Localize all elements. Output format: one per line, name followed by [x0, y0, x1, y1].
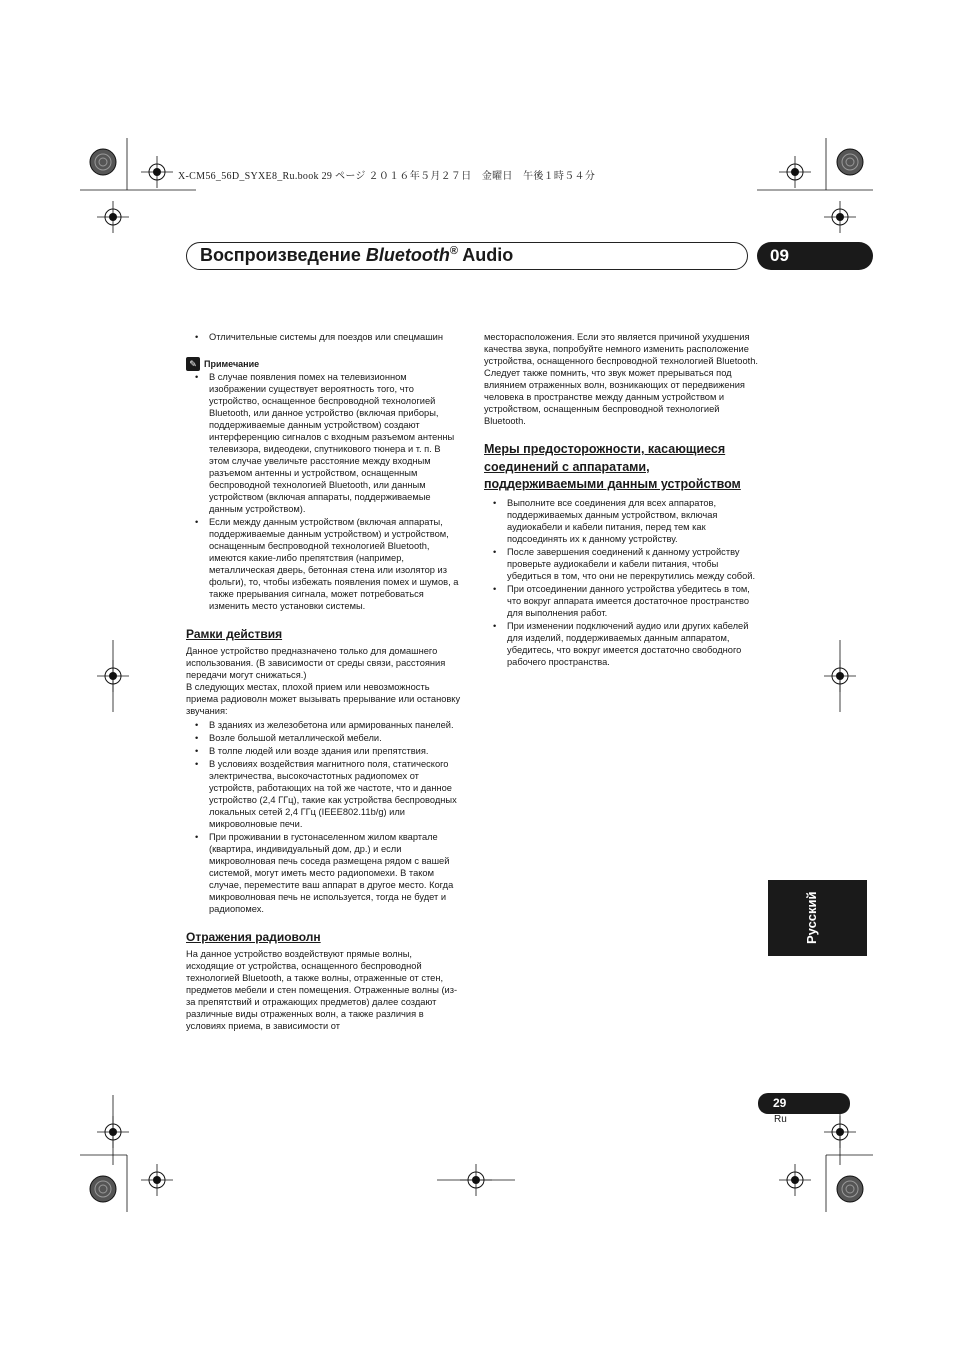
registration-crosshair-icon	[824, 660, 856, 692]
section-heading-precautions: Меры предосторожности, касающиеся соединений с аппаратами, поддерживаемыми данным устройством	[484, 442, 741, 491]
list-item: • При проживании в густонаселенном жилом квартале (квартира, индивидуальный дом, др.) и если микроволновая печь соседа размещена рядом с вашей системой, могут иметь место радиопомехи. В таком случае, переместите ваш аппарат в другое место. Когда микроволновая печь не используется, тогда не будет и радиопомех.	[186, 831, 462, 915]
registration-crosshair-icon	[779, 156, 811, 188]
note-label: Примечание	[204, 359, 260, 369]
chapter-number: 09	[757, 242, 873, 270]
list-item: • В зданиях из железобетона или армированных панелей.	[186, 719, 462, 731]
section-heading-reflections: Отражения радиоволн	[186, 930, 321, 944]
registered-mark: ®	[449, 245, 458, 257]
registration-crosshair-icon	[141, 156, 173, 188]
section-heading-range: Рамки действия	[186, 627, 283, 641]
list-item: • В толпе людей или возде здания или препятствия.	[186, 745, 462, 757]
language-label: Русский	[804, 891, 819, 945]
left-column	[186, 331, 462, 1032]
paragraph: На данное устройство воздействуют прямые волны, исходящие от устройства, оснащенного беспроводной технологией Bluetooth, а также волны, отраженные от стен, предметов мебели и стен помещения. Отраженные волны (из-за препятствий и отражающих предметов) далее создают различные виды отраженных волн, а также различия в условиях приема, в зависимости от	[186, 949, 458, 1031]
paragraph: Данное устройство предназначено только для домашнего использования. (В зависимости от среды связи, расстояния передачи могут снижаться.)	[186, 646, 446, 680]
right-column	[484, 331, 759, 669]
print-file-info: X-CM56_56D_SYXE8_Ru.book 29 ページ ２０１６年５月２７日 金曜日 午後１時５４分	[178, 171, 596, 182]
page-language: Ru	[774, 1114, 787, 1125]
registration-crosshair-icon	[779, 1164, 811, 1196]
chapter-title-box	[186, 242, 748, 270]
page-number: 29	[758, 1093, 850, 1114]
list-item: • Выполните все соединения для всех аппаратов, поддерживаемых данным устройством, включая аудиокабели и кабели питания, перед тем как подсоединять их к данному устройству.	[484, 497, 759, 545]
note-list	[186, 371, 462, 612]
note-heading	[186, 357, 462, 371]
registration-crosshair-icon	[97, 201, 129, 233]
registration-crosshair-icon	[824, 1116, 856, 1148]
list-item: • После завершения соединений к данному устройству проверьте аудиокабели и кабели питания, чтобы убедиться в том, что они не перекрутились между собой.	[484, 546, 759, 582]
halftone-target-icon	[90, 1176, 116, 1202]
chapter-title	[200, 245, 513, 266]
registration-crosshair-icon	[141, 1164, 173, 1196]
list-item: • При изменении подключений аудио или других кабелей для изделий, поддерживаемых данным аппаратом, убедитесь, что вокруг имеется достаточно свободного рабочего пространства.	[484, 620, 759, 668]
halftone-target-icon	[90, 149, 116, 175]
registration-crosshair-icon	[97, 1116, 129, 1148]
note-pencil-icon: ✎	[186, 357, 200, 371]
title-suffix: Audio	[457, 245, 514, 265]
list-item: • В случае появления помех на телевизионном изображении существует вероятность того, что устройство, оснащенное беспроводной технологией Bluetooth, или данное устройство (включая приборы, поддерживаемые данным устройством) создают интерференцию сигналов с входным разъемом антенны телевизора, видеодеки, спутникового тюнера и т. п. В этом случае увеличьте расстояние между входным разъемом антенны и устройством, оснащенным беспроводной технологией Bluetooth, или данным устройством (включая аппараты, поддерживаемые данным устройством).	[186, 371, 462, 515]
paragraph: месторасположения. Если это является причиной ухудшения качества звука, попробуйте немного изменить расположение устройства, оснащенного беспроводной технологией Bluetooth. Следует также помнить, что звук может прерываться под влиянием отраженных волн, возникающих от передвижения человека в пространстве между данным устройством и устройством, оснащенным беспроводной технологией Bluetooth.	[484, 332, 758, 426]
title-brand: Bluetooth	[365, 245, 450, 265]
list-item: • Если между данным устройством (включая аппараты, поддерживаемые данным устройством) и устройством, оснащенным беспроводной технологией Bluetooth, имеются какие-либо препятствия (например, металлическая дверь, бетонная стена или изолятор из фольги), то, чтобы избежать появления помех и шумов, а также прерывания сигнала, может потребоваться изменить место установки системы.	[186, 516, 462, 612]
intro-list	[186, 331, 462, 343]
registration-crosshair-icon	[97, 660, 129, 692]
list-item: • В условиях воздействия магнитного поля, статического электричества, высокочастотных радиопомех от устройств, работающих на той же частоте, что и данное устройство (2,4 ГГц), такие как устройства беспроводных локальных сетей 2,4 ГГц (IEEE802.11b/g) или микроволновые печи.	[186, 758, 462, 830]
precautions-list	[484, 497, 759, 668]
list-item: • При отсоединении данного устройства убедитесь в том, что вокруг аппарата имеется достаточное пространство для выполнения работ.	[484, 583, 759, 619]
range-list	[186, 719, 462, 915]
title-prefix: Воспроизведение	[200, 245, 366, 265]
list-item: • Отличительные системы для поездов или спецмашин	[186, 331, 462, 343]
halftone-target-icon	[837, 1176, 863, 1202]
registration-crosshair-icon	[460, 1164, 492, 1196]
halftone-target-icon	[837, 149, 863, 175]
list-item: • Возле большой металлической мебели.	[186, 732, 462, 744]
paragraph: В следующих местах, плохой прием или невозможность приема радиоволн может вызывать прерывание или остановку звучания:	[186, 682, 461, 716]
language-tab	[768, 880, 867, 956]
registration-crosshair-icon	[824, 201, 856, 233]
